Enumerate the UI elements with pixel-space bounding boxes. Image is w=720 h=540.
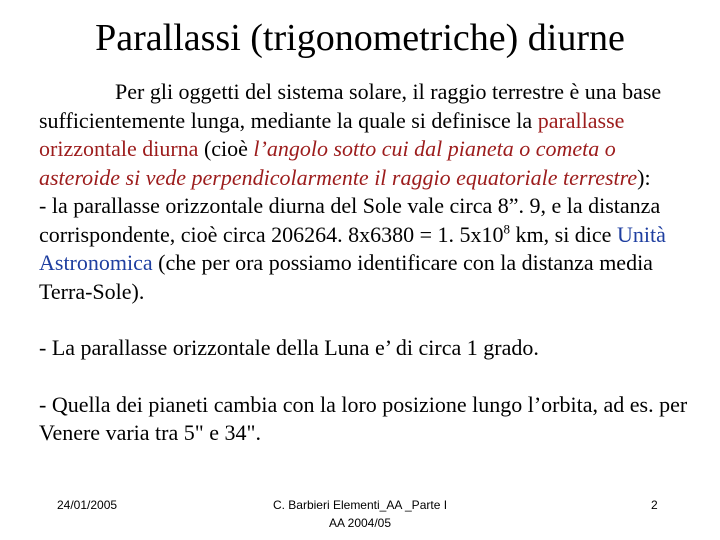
- paren-open-text: (cioè: [198, 136, 254, 161]
- term-unita-astronomica: Unità Astronomica: [39, 221, 666, 275]
- paragraph-pianeti: - Quella dei pianeti cambia con la loro posizione lungo l’orbita, ad es. per Venere varia tra 5" e 34".: [39, 391, 688, 445]
- paragraph-definition: [39, 78, 689, 192]
- slide-title: Parallassi (trigonometriche) diurne: [95, 17, 625, 59]
- sole-text-continued: km, si dice: [510, 221, 617, 247]
- footer-course-line1: C. Barbieri Elementi_AA _Parte I: [272, 498, 448, 512]
- spacer: [39, 306, 689, 334]
- paren-close-text: ):: [637, 164, 651, 190]
- sole-text-end: (che per ora possiamo identificare con la distanza media Terra-Sole).: [39, 250, 653, 304]
- footer-page-number: 2: [651, 498, 658, 512]
- intro-text: Per gli oggetti del sistema solare, il raggio terrestre è una base sufficientemente lunga, mediante la quale si definisce la: [39, 79, 662, 133]
- slide-body: [39, 78, 689, 448]
- footer-date: 24/01/2005: [57, 498, 118, 512]
- exponent-superscript: 8: [503, 221, 511, 237]
- spacer: [39, 363, 689, 391]
- sole-text: - la parallasse orizzontale diurna del Sole vale circa 8”. 9, e la distanza corrispondente, cioè circa 206264. 8x6380 = 1. 5x10: [39, 193, 661, 247]
- paragraph-sole: [39, 192, 689, 306]
- paragraph-luna: - La parallasse orizzontale della Luna e’ di circa 1 grado.: [39, 335, 539, 360]
- term-parallasse-orizzontale-diurna: parallasse orizzontale diurna: [39, 107, 625, 161]
- footer-course-line2: AA 2004/05: [328, 516, 392, 530]
- footer-course: [240, 496, 480, 532]
- definition-text: l’angolo sotto cui dal pianeta o cometa o asteroide si vede perpendicolarmente il raggio equatoriale terrestre: [39, 136, 638, 190]
